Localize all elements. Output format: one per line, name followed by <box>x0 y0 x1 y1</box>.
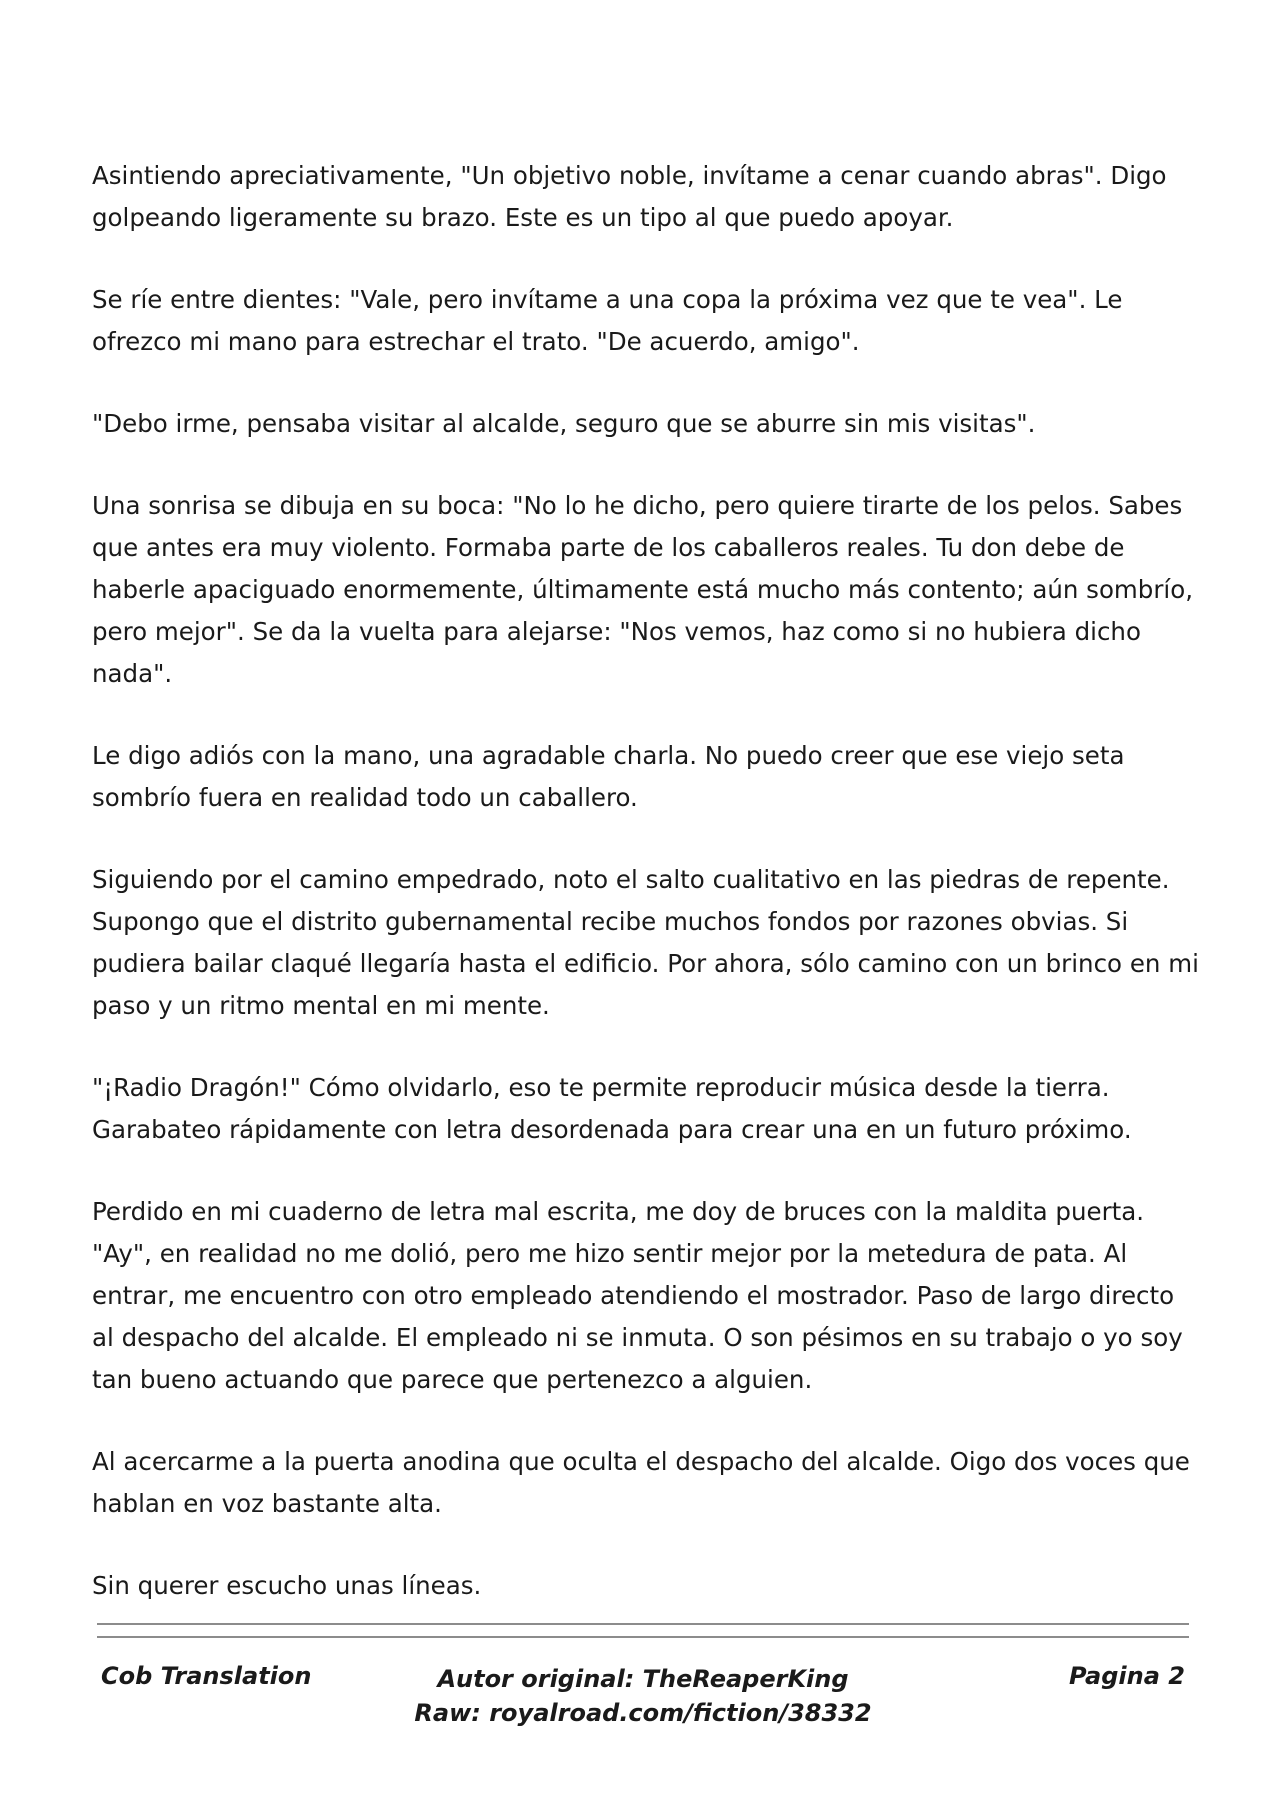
paragraph: Sin querer escucho unas líneas. <box>92 1571 482 1600</box>
paragraph: Asintiendo apreciativamente, "Un objetivo noble, invítame a cenar cuando abras". Digo golpeando ligeramente su brazo. Este es un tipo al que puedo apoyar. <box>92 161 1167 232</box>
footer-translator: Cob Translation <box>101 1662 312 1690</box>
footer-credits <box>97 1662 1189 1730</box>
paragraph: Se ríe entre dientes: "Vale, pero invítame a una copa la próxima vez que te vea". Le ofrezco mi mano para estrechar el trato. "De acuerdo, amigo". <box>92 285 1123 356</box>
paragraph: Perdido en mi cuaderno de letra mal escrita, me doy de bruces con la maldita puerta. "Ay", en realidad no me dolió, pero me hizo sentir mejor por la metedura de pata. Al entrar, me encuentro con otro empleado atendiendo el mostrador. Paso de largo directo al despacho del alcalde. El empleado ni se inmuta. O son pésimos en su trabajo o yo soy tan bueno actuando que parece que pertenezco a alguien. <box>92 1197 1183 1394</box>
paragraph: "Debo irme, pensaba visitar al alcalde, seguro que se aburre sin mis visitas". <box>92 409 1036 438</box>
footer-divider-bottom <box>97 1636 1189 1638</box>
paragraph: "¡Radio Dragón!" Cómo olvidarlo, eso te permite reproducir música desde la tierra. Garabateo rápidamente con letra desordenada para crear una en un futuro próximo. <box>92 1073 1132 1144</box>
paragraph: Una sonrisa se dibuja en su boca: "No lo he dicho, pero quiere tirarte de los pelos. Sabes que antes era muy violento. Formaba parte de los caballeros reales. Tu don debe de haberle apaciguado enormemente, últimamente está mucho más contento; aún sombrío, pero mejor". Se da la vuelta para alejarse: "Nos vemos, haz como si no hubiera dicho nada". <box>92 491 1194 688</box>
footer-raw-source: Raw: royalroad.com/fiction/38332 <box>414 1699 872 1727</box>
footer-original-author: Autor original: TheReaperKing <box>437 1665 849 1693</box>
paragraph: Le digo adiós con la mano, una agradable charla. No puedo creer que ese viejo seta sombrío fuera en realidad todo un caballero. <box>92 741 1125 812</box>
footer-page-number: Pagina 2 <box>1069 1662 1185 1690</box>
paragraph: Al acercarme a la puerta anodina que oculta el despacho del alcalde. Oigo dos voces que hablan en voz bastante alta. <box>92 1447 1190 1518</box>
document-body <box>92 155 1202 1647</box>
paragraph: Siguiendo por el camino empedrado, noto el salto cualitativo en las piedras de repente. Supongo que el distrito gubernamental recibe muchos fondos por razones obvias. Si pudiera bailar claqué llegaría hasta el edificio. Por ahora, sólo camino con un brinco en mi paso y un ritmo mental en mi mente. <box>92 865 1199 1020</box>
footer-divider-top <box>97 1623 1189 1625</box>
